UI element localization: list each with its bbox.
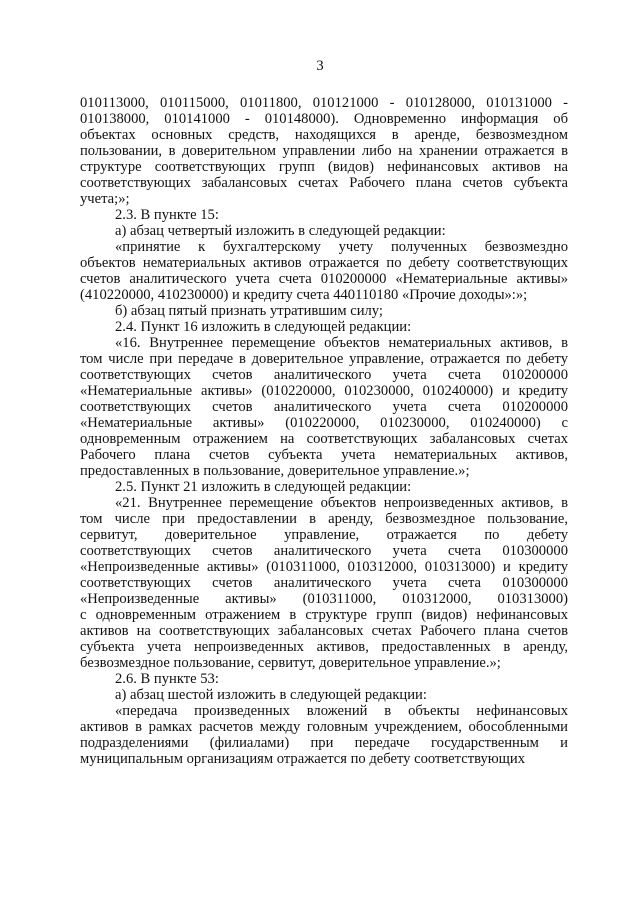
paragraph: [80, 303, 568, 319]
paragraph: [80, 335, 568, 479]
text-line: «передача произведенных вложений в объекты нефинансовых: [115, 703, 568, 719]
text-line: «Непроизведенные активы» (010311000, 010312000, 010313000): [80, 591, 568, 607]
text-line: предоставленных в пользование, доверительное управление.»;: [80, 463, 470, 479]
text-line: сервитут, доверительное управление, отражается по дебету: [80, 527, 568, 543]
text-line: соответствующих забалансовых счетах Рабочего плана счетов субъекта: [80, 175, 568, 191]
text-line: 2.5. Пункт 21 изложить в следующей редакции:: [115, 479, 412, 495]
text-line: активов в рамках расчетов между головным учреждением, обособленными: [80, 719, 568, 735]
text-line: соответствующих счетов аналитического учета счета 010200000: [80, 367, 568, 383]
text-line: объектах основных средств, находящихся в аренде, безвозмездном: [80, 127, 568, 143]
text-line: субъекта учета непроизведенных активов, предоставленных в аренду,: [80, 639, 568, 655]
text-line: соответствующих счетов аналитического учета счета 010300000: [80, 543, 568, 559]
text-line: учета;»;: [80, 191, 130, 207]
text-line: а) абзац четвертый изложить в следующей редакции:: [115, 223, 446, 239]
text-line: том числе при передаче в доверительное управление, отражается по дебету: [80, 351, 568, 367]
text-line: (410220000, 410230000) и кредиту счета 440110180 «Прочие доходы»:»;: [80, 287, 528, 303]
page-number: 3: [316, 58, 324, 74]
text-line: том числе при предоставлении в аренду, безвозмездное пользование,: [80, 511, 568, 527]
text-line: соответствующих счетов аналитического учета счета 010200000: [80, 399, 568, 415]
text-line: с одновременным отражением в структуре групп (видов) нефинансовых: [80, 607, 568, 623]
text-line: б) абзац пятый признать утратившим силу;: [115, 303, 383, 319]
document-body: [80, 95, 568, 767]
text-line: «принятие к бухгалтерскому учету полученных безвозмездно: [115, 239, 568, 255]
text-line: «Непроизведенные активы» (010311000, 010312000, 010313000) и кредиту: [80, 559, 568, 575]
text-line: подразделениями (филиалами) при передаче государственным и: [80, 735, 568, 751]
text-line: 010113000, 010115000, 01011800, 010121000 - 010128000, 010131000 -: [80, 95, 568, 111]
text-line: пользовании, в доверительном управлении либо на хранении отражается в: [80, 143, 568, 159]
paragraph: [80, 671, 568, 687]
paragraph: [80, 319, 568, 335]
paragraph: [80, 95, 568, 207]
text-line: объектов нематериальных активов отражается по дебету соответствующих: [80, 255, 568, 271]
text-line: «16. Внутреннее перемещение объектов нематериальных активов, в: [115, 335, 568, 351]
text-line: счетов аналитического учета счета 010200000 «Нематериальные активы»: [80, 271, 568, 287]
text-line: а) абзац шестой изложить в следующей редакции:: [115, 687, 427, 703]
text-line: муниципальным организациям отражается по дебету соответствующих: [80, 751, 526, 767]
text-line: «Нематериальные активы» (010220000, 010230000, 010240000) с: [80, 415, 568, 431]
text-line: активов на соответствующих забалансовых счетах Рабочего плана счетов: [80, 623, 568, 639]
text-line: структуре соответствующих групп (видов) нефинансовых активов на: [80, 159, 568, 175]
paragraph: [80, 479, 568, 495]
paragraph: [80, 703, 568, 767]
text-line: 2.4. Пункт 16 изложить в следующей редакции:: [115, 319, 412, 335]
text-line: «21. Внутреннее перемещение объектов непроизведенных активов, в: [115, 495, 568, 511]
text-line: 010138000, 010141000 - 010148000). Одновременно информация об: [80, 111, 568, 127]
text-line: безвозмездное пользование, сервитут, доверительное управление.»;: [80, 655, 501, 671]
paragraph: [80, 239, 568, 303]
text-line: одновременным отражением на соответствующих забалансовых счетах: [80, 431, 568, 447]
text-line: Рабочего плана счетов субъекта учета нематериальных активов,: [80, 447, 568, 463]
text-line: 2.3. В пункте 15:: [115, 207, 219, 223]
paragraph: [80, 687, 568, 703]
text-line: соответствующих счетов аналитического учета счета 010300000: [80, 575, 568, 591]
paragraph: [80, 207, 568, 223]
text-line: 2.6. В пункте 53:: [115, 671, 219, 687]
text-line: «Нематериальные активы» (010220000, 010230000, 010240000) и кредиту: [80, 383, 568, 399]
paragraph: [80, 495, 568, 671]
paragraph: [80, 223, 568, 239]
